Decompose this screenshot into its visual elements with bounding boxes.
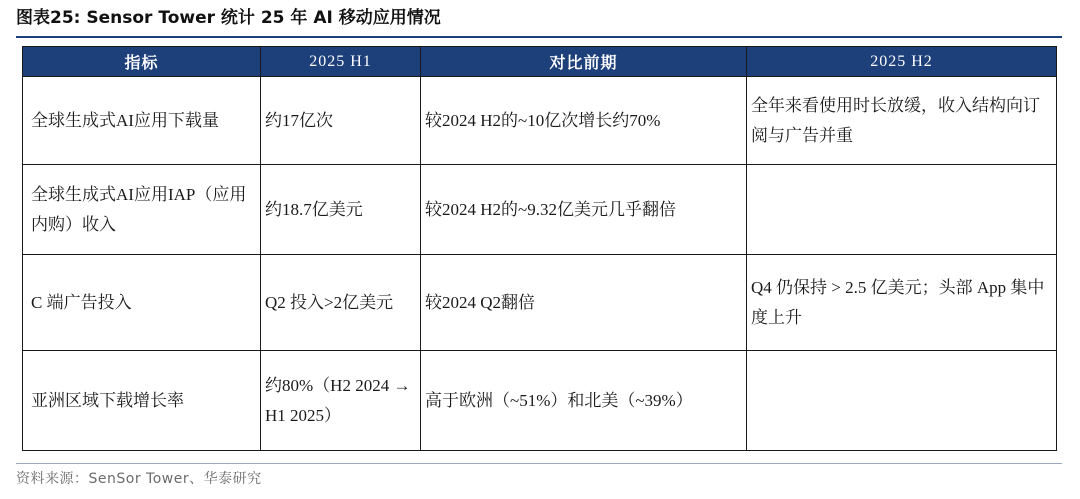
header-2025-h2: 2025 H2 bbox=[747, 47, 1057, 77]
h2-cell bbox=[747, 351, 1057, 451]
table-row bbox=[23, 165, 1057, 255]
h2-cell: Q4 仍保持 > 2.5 亿美元；头部 App 集中度上升 bbox=[747, 255, 1057, 351]
header-metric: 指标 bbox=[23, 47, 261, 77]
metric-cell: 全球生成式AI应用IAP（应用内购）收入 bbox=[23, 165, 261, 255]
compare-cell: 较2024 Q2翻倍 bbox=[421, 255, 747, 351]
data-table bbox=[22, 46, 1057, 451]
title-rule bbox=[16, 36, 1062, 38]
compare-cell: 较2024 H2的~10亿次增长约70% bbox=[421, 77, 747, 165]
compare-cell: 较2024 H2的~9.32亿美元几乎翻倍 bbox=[421, 165, 747, 255]
h2-cell bbox=[747, 165, 1057, 255]
metric-cell: C 端广告投入 bbox=[23, 255, 261, 351]
table-row bbox=[23, 255, 1057, 351]
h1-cell: 约80%（H2 2024 → H1 2025） bbox=[261, 351, 421, 451]
h1-cell: 约18.7亿美元 bbox=[261, 165, 421, 255]
figure-title: 图表25: Sensor Tower 统计 25 年 AI 移动应用情况 bbox=[16, 8, 441, 28]
metric-cell: 亚洲区域下载增长率 bbox=[23, 351, 261, 451]
h2-cell: 全年来看使用时长放缓，收入结构向订阅与广告并重 bbox=[747, 77, 1057, 165]
header-comparison: 对比前期 bbox=[421, 47, 747, 77]
h1-cell: Q2 投入>2亿美元 bbox=[261, 255, 421, 351]
table-row bbox=[23, 77, 1057, 165]
source-rule bbox=[16, 463, 1062, 464]
header-row bbox=[23, 47, 1057, 77]
header-2025-h1: 2025 H1 bbox=[261, 47, 421, 77]
h1-cell: 约17亿次 bbox=[261, 77, 421, 165]
table-row bbox=[23, 351, 1057, 451]
source-note: 资料来源：SenSor Tower、华泰研究 bbox=[16, 471, 262, 487]
compare-cell: 高于欧洲（~51%）和北美（~39%） bbox=[421, 351, 747, 451]
metric-cell: 全球生成式AI应用下载量 bbox=[23, 77, 261, 165]
